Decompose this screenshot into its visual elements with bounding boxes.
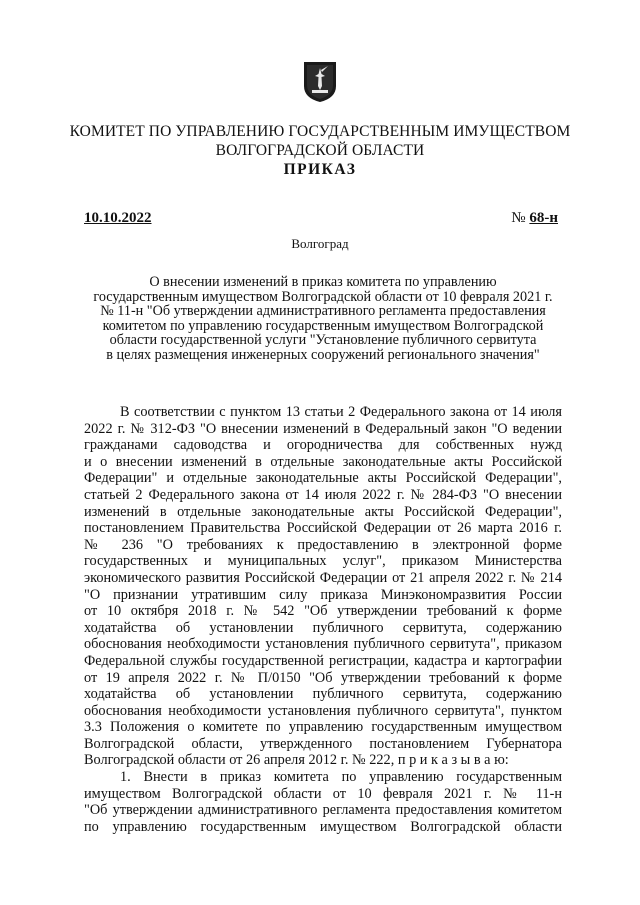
order-number-prefix: №: [511, 210, 526, 226]
committee-name-line-1: КОМИТЕТ ПО УПРАВЛЕНИЮ ГОСУДАРСТВЕННЫМ ИМУЩЕСТВОМ: [69, 123, 571, 140]
title-line: в целях размещения инженерных сооружений регионального значения": [106, 346, 540, 363]
body-line: 2022 г. № 312-ФЗ "О внесении изменений в Федеральный закон "О ведении: [84, 420, 562, 437]
body-line: Волгоградской области, утвержденного постановлением Губернатора: [84, 735, 562, 752]
order-number-value: 68-н: [529, 210, 558, 226]
order-body: [84, 404, 562, 835]
body-line: 1. Внести в приказ комитета по управлению государственным: [120, 769, 562, 786]
body-line: гражданами садоводства и огородничества для собственных нужд: [84, 437, 562, 454]
body-line: постановлением Правительства Российской Федерации от 26 марта 2016 г.: [84, 520, 562, 537]
order-number: [511, 210, 558, 227]
body-line: и о внесении изменений в отдельные законодательные акты Российской: [84, 453, 562, 470]
body-line: обоснования необходимости установления публичного сервитута", пунктом: [84, 702, 562, 719]
body-line: ходатайства об установлении публичного сервитута, содержанию: [84, 619, 562, 636]
order-title: [84, 275, 562, 363]
title-line: государственным имуществом Волгоградской области от 10 февраля 2021 г.: [93, 288, 553, 305]
body-line: государственных и муниципальных услуг", приказом Министерства: [84, 553, 562, 570]
body-line: экономического развития Российской Федерации от 21 апреля 2022 г. № 214: [84, 569, 562, 586]
body-line: "О признании утратившим силу приказа Минэкономразвития России: [84, 586, 562, 603]
title-line: № 11-н "Об утверждении административного регламента предоставления: [100, 303, 546, 320]
body-line: от 10 октября 2018 г. № 542 "Об утверждении требований к форме: [84, 603, 562, 620]
document-type-title: ПРИКАЗ: [283, 161, 357, 178]
body-line: по управлению государственным имуществом Волгоградской области: [84, 818, 562, 835]
title-line: области государственной услуги "Установление публичного сервитута: [109, 332, 537, 349]
body-line: от 19 апреля 2022 г. № П/0150 "Об утверждении требований к форме: [84, 669, 562, 686]
title-line: О внесении изменений в приказ комитета по управлению: [149, 274, 497, 290]
body-line: имуществом Волгоградской области от 10 февраля 2021 г. № 11-н: [84, 785, 562, 802]
body-line: изменений в отдельные законодательные акты Российской Федерации",: [84, 503, 562, 520]
city-name: Волгоград: [291, 236, 349, 251]
body-line: статьей 2 Федерального закона от 14 июля 2022 г. № 284-ФЗ "О внесении: [84, 486, 562, 503]
body-line: Федеральной службы государственной регистрации, кадастра и картографии: [84, 652, 562, 669]
body-line: 3.3 Положения о комитете по управлению государственным имуществом: [84, 719, 562, 736]
body-line: В соответствии с пунктом 13 статьи 2 Федерального закона от 14 июля: [120, 404, 562, 420]
title-line: комитетом по управлению государственным имуществом Волгоградской: [102, 317, 544, 334]
committee-name-line-2: ВОЛГОГРАДСКОЙ ОБЛАСТИ: [215, 142, 425, 159]
body-line: Федерации" и отдельные законодательные акты Российской Федерации",: [84, 470, 562, 487]
body-line: № 236 "О требованиях к предоставлению в электронной форме: [84, 536, 562, 553]
body-line: "Об утверждении административного регламента предоставления комитетом: [84, 802, 562, 819]
body-line: обоснования необходимости установления публичного сервитута", приказом: [84, 636, 562, 653]
order-date: 10.10.2022: [84, 210, 152, 226]
volgograd-coat-of-arms-icon: [302, 60, 338, 104]
body-line: Волгоградской области от 26 апреля 2012 г. № 222, п р и к а з ы в а ю:: [84, 752, 509, 769]
body-line: ходатайства об установлении публичного сервитута, содержанию: [84, 686, 562, 703]
